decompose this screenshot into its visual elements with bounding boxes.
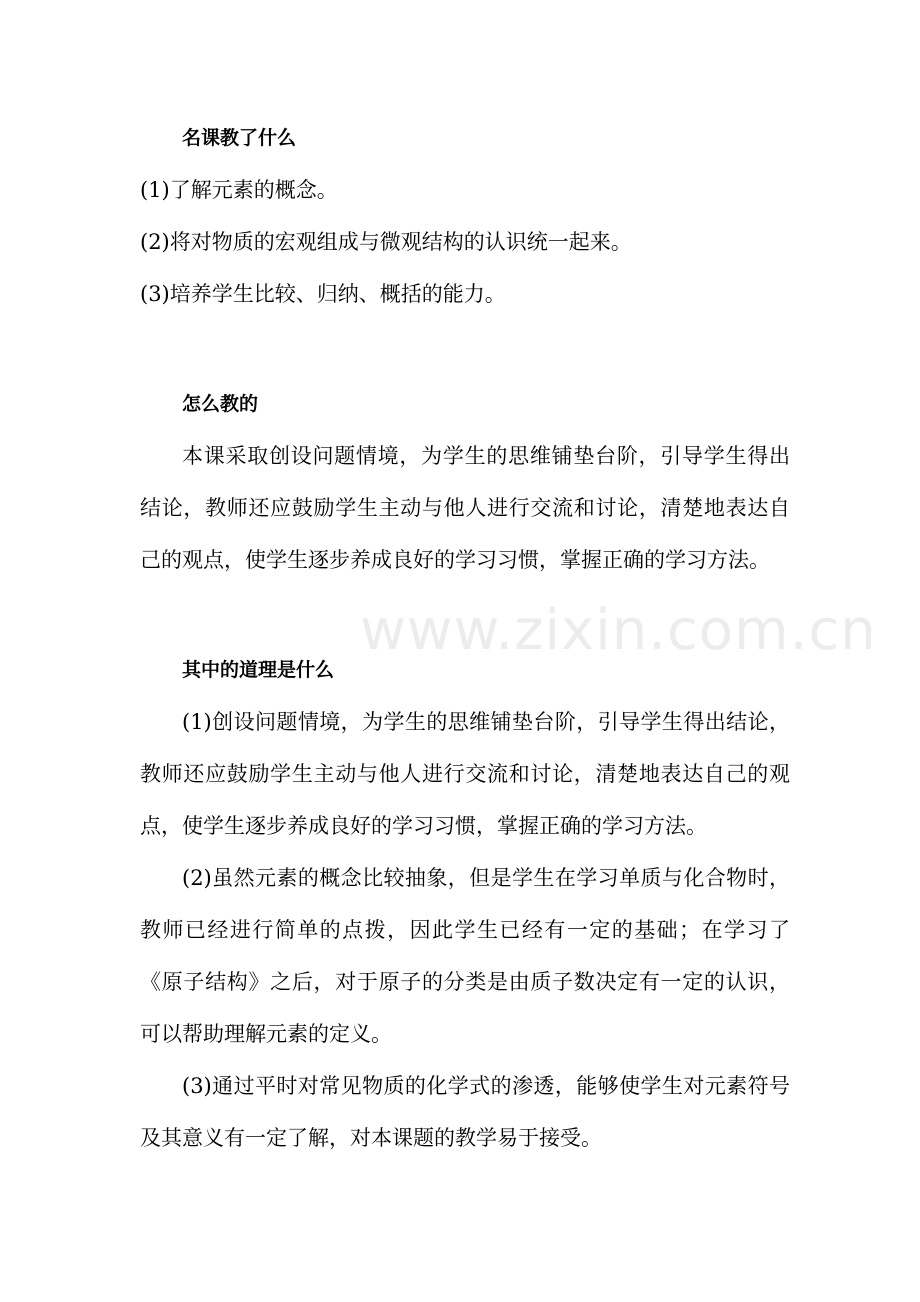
section-heading-what-taught: 名课教了什么	[182, 127, 297, 149]
section-gap	[140, 586, 790, 644]
reasoning-paragraph-3: (3)通过平时对常见物质的化学式的渗透，能够使学生对元素符号及其意义有一定了解，对本课题的教学易于接受。	[140, 1074, 790, 1150]
watermark-text: www.zixin.com.cn	[360, 598, 877, 663]
method-paragraph: 本课采取创设问题情境，为学生的思维铺垫台阶，引导学生得出结论，教师还应鼓励学生主动与他人进行交流和讨论，清楚地表达自己的观点，使学生逐步养成良好的学习习惯，掌握正确的学习方法。	[140, 444, 790, 572]
reasoning-paragraph-1: (1)创设问题情境，为学生的思维铺垫台阶，引导学生得出结论，教师还应鼓励学生主动与他人进行交流和讨论，清楚地表达自己的观点，使学生逐步养成良好的学习习惯，掌握正确的学习方法。	[140, 710, 790, 838]
objective-item-1: (1)了解元素的概念。	[140, 178, 338, 202]
reasoning-paragraph-2: (2)虽然元素的概念比较抽象，但是学生在学习单质与化合物时，教师已经进行简单的点拨，因此学生已经有一定的基础；在学习了《原子结构》之后，对于原子的分类是由质子数决定有一定的认识，可以帮助理解元素的定义。	[140, 866, 790, 1046]
objective-item-3: (3)培养学生比较、归纳、概括的能力。	[140, 282, 506, 306]
objective-item-2: (2)将对物质的宏观组成与微观结构的认识统一起来。	[140, 230, 632, 254]
section-heading-reasoning: 其中的道理是什么	[182, 659, 335, 681]
section-heading-how-taught: 怎么教的	[182, 393, 259, 415]
section-gap	[140, 320, 790, 378]
